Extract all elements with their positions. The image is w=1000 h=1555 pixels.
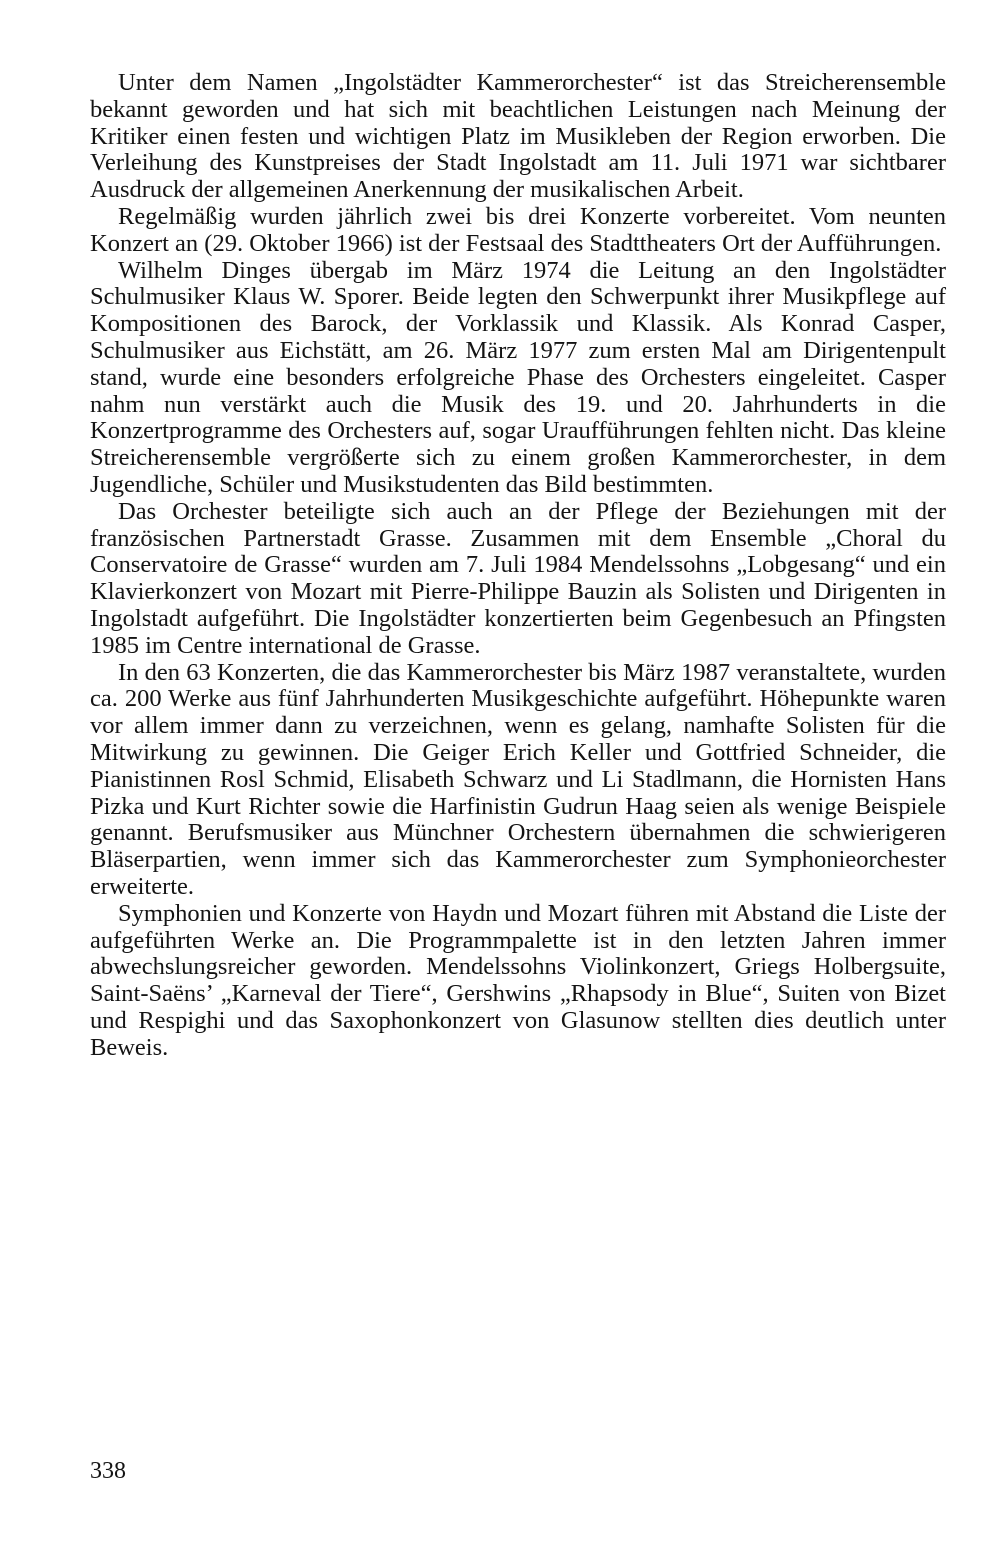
paragraph-2: Regelmäßig wurden jährlich zwei bis drei Konzerte vorbereitet. Vom neunten Konzert an (29. Oktober 1966) ist der Festsaal des Stadttheaters Ort der Aufführungen. (90, 202, 946, 257)
paragraph-1: Unter dem Namen „Ingolstädter Kammerorchester“ ist das Streicherensemble bekannt geworden und hat sich mit beachtlichen Leistungen nach Meinung der Kritiker einen festen und wichtigen Platz im Musikleben der Region erworben. Die Verleihung des Kunstpreises der Stadt Ingolstadt am 11. Juli 1971 war sichtbarer Ausdruck der allgemeinen Anerkennung der musikalischen Arbeit. (90, 69, 946, 204)
page-body (90, 70, 946, 1061)
paragraph-5: In den 63 Konzerten, die das Kammerorchester bis März 1987 veranstaltete, wurden ca. 200 Werke aus fünf Jahrhunderten Musikgeschichte aufgeführt. Höhepunkte waren vor allem immer dann zu verzeichnen, wenn es gelang, namhafte Solisten für die Mitwirkung zu gewinnen. Die Geiger Erich Keller und Gottfried Schneider, die Pianistinnen Rosl Schmid, Elisabeth Schwarz und Li Stadlmann, die Hornisten Hans Pizka und Kurt Richter sowie die Harfinistin Gudrun Haag seien als wenige Beispiele genannt. Berufsmusiker aus Münchner Orchestern übernahmen die schwierigeren Bläserpartien, wenn immer sich das Kammerorchester zum Symphonieorchester erweiterte. (90, 658, 946, 900)
paragraph-3: Wilhelm Dinges übergab im März 1974 die Leitung an den Ingolstädter Schulmusiker Klaus W. Sporer. Beide legten den Schwerpunkt ihrer Musikpflege auf Kompositionen des Barock, der Vorklassik und Klassik. Als Konrad Casper, Schulmusiker aus Eichstätt, am 26. März 1977 zum ersten Mal am Dirigentenpult stand, wurde eine besonders erfolgreiche Phase des Orchesters eingeleitet. Casper nahm nun verstärkt auch die Musik des 19. und 20. Jahrhunderts in die Konzertprogramme des Orchesters auf, sogar Uraufführungen fehlten nicht. Das kleine Streicherensemble vergrößerte sich zu einem großen Kammerorchester, in dem Jugendliche, Schüler und Musikstudenten das Bild bestimmten. (90, 256, 946, 498)
paragraph-6: Symphonien und Konzerte von Haydn und Mozart führen mit Abstand die Liste der aufgeführten Werke an. Die Programmpalette ist in den letzten Jahren immer abwechslungsreicher geworden. Mendelssohns Violinkonzert, Griegs Holbergsuite, Saint-Saëns’ „Karneval der Tiere“, Gershwins „Rhapsody in Blue“, Suiten von Bizet und Respighi und das Saxophonkonzert von Glasunow stellten dies deutlich unter Beweis. (90, 899, 946, 1061)
page-number: 338 (90, 1458, 126, 1484)
paragraph-4: Das Orchester beteiligte sich auch an der Pflege der Beziehungen mit der französischen Partnerstadt Grasse. Zusammen mit dem Ensemble „Choral du Conservatoire de Grasse“ wurden am 7. Juli 1984 Mendelssohns „Lobgesang“ und ein Klavierkonzert von Mozart mit Pierre-Philippe Bauzin als Solisten und Dirigenten in Ingolstadt aufgeführt. Die Ingolstädter konzertierten beim Gegenbesuch an Pfingsten 1985 im Centre international de Grasse. (90, 497, 946, 659)
